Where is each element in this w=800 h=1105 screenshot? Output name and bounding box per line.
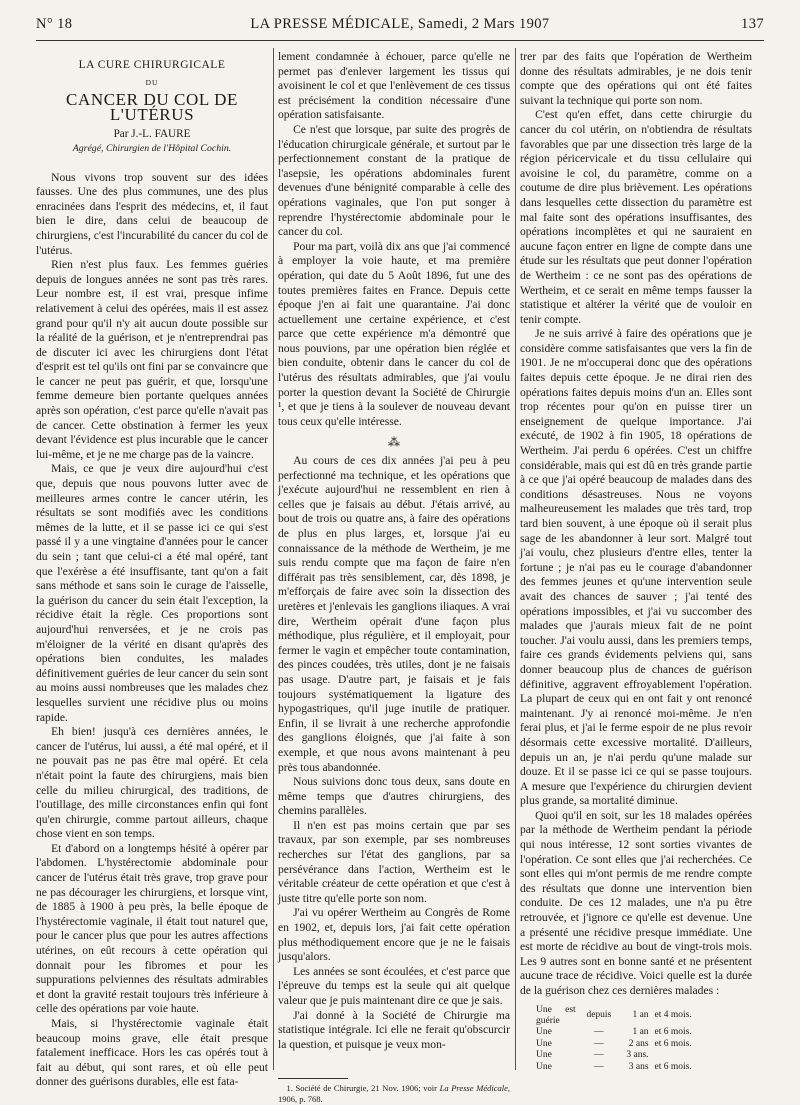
table-cell: et 4 mois. xyxy=(654,1010,692,1021)
table-cell: et 6 mois. xyxy=(654,1061,692,1072)
paragraph: Eh bien! jusqu'à ces dernières années, le cancer de l'utérus, lui aussi, a été mal opéré, et il ne pouvait pas ne pas être mal opéré. Et cela n'était point la faute des chirurgiens, mais bien celle du milieu chirurgical, des traditions, de l'outillage, des mille circonstances enfin qui font qu'en chirurgie, comme partout ailleurs, chaque chose vient en son temps. xyxy=(36,725,268,841)
article-heading xyxy=(36,58,268,157)
paragraph: J'ai donné à la Société de Chirurgie ma statistique intégrale. Ici elle ne ferait qu'obscurcir la question, et puisque je veux mon- xyxy=(278,1008,510,1051)
paragraph: lement condamnée à échouer, parce qu'elle ne permet pas d'enlever largement les tissus qui avoisinent le col et que l'enlèvement de ces tissus est précisément la condition nécessaire d'une opération satisfaisante. xyxy=(278,50,510,122)
table-cell: 1 an xyxy=(632,1010,649,1021)
table-cell: — xyxy=(594,1050,604,1061)
header-rule xyxy=(36,40,764,41)
cure-duration-table xyxy=(520,1005,752,1073)
table-cell: et 6 mois. xyxy=(654,1038,692,1049)
table-cell: 1 an xyxy=(632,1027,649,1038)
paragraph: Mais, ce que je veux dire aujourd'hui c'est que, depuis que nous pouvons lutter avec de meilleures armes contre le cancer utérin, les résultats se sont modifiés avec les conditions mêmes de la lutte, et il se passe ici ce qui s'est passé il y a une vingtaine d'années pour le cancer du sein ; tant que celui-ci a été mal opéré, tant que l'exérèse a été insuffisante, tant qu'on a fait sans méthode et sans soin le curage de l'aisselle, la guérison du cancer du sein était l'exception, la récidive était la règle. Ces proportions sont aujourd'hui renversées, et je ne crois pas m'éloigner de la vérité en disant qu'après des opérations bien conduites, les malades définitivement guéries de leur cancer du sein sont au moins aussi nombreuses que les malades chez lesquelles survient une récidive plus ou moins rapide. xyxy=(36,462,268,724)
paragraph: Et d'abord on a longtemps hésité à opérer par l'abdomen. L'hystérectomie abdominale pour cancer de l'utérus était très grave, trop grave pour ne pas décourager les chirurgiens, et lorsque vint, de 1885 à 1900 à peu près, la belle époque de l'hystérectomie vaginale, il était tout naturel que, pour le cancer plus que pour les autres affections utérines, on eût recours à cette opération qui donnait pour les fibromes et pour les suppurations pelviennes des résultats admirables et dont la gravité restait toujours très inférieure à celle des opérations par voie haute. xyxy=(36,841,268,1016)
table-cell: 3 ans xyxy=(628,1061,649,1072)
article-byline: Par J.-L. FAURE xyxy=(113,128,191,141)
table-cell: Une xyxy=(536,1027,552,1038)
table-cell: Une xyxy=(536,1050,552,1061)
footnote xyxy=(278,1083,510,1105)
column-3 xyxy=(520,50,752,1070)
paragraph: Il n'en est pas moins certain que par ses travaux, par son exemple, par ses nombreuses recherches sur l'état des ganglions, par sa persévérance dans l'action, Wertheim est le véritable créateur de cette opération et que c'est à juste titre qu'elle porte son nom. xyxy=(278,818,510,905)
journal-title: LA PRESSE MÉDICALE, Samedi, 2 Mars 1907 xyxy=(250,16,550,32)
article-title: CANCER DU COL DE L'UTÉRUS xyxy=(66,90,238,124)
section-separator: ⁂ xyxy=(388,435,400,450)
article-affiliation: Agrégé, Chirurgien de l'Hôpital Cochin. xyxy=(72,142,232,154)
paragraph: trer par des faits que l'opération de Wertheim donne des résultats admirables, je ne dois tenir compte que des opérations qui ont été faites suivant la technique qui porte son nom. xyxy=(520,50,752,107)
table-row xyxy=(520,1005,752,1028)
table-cell: et 6 mois. xyxy=(654,1027,692,1038)
paragraph: Mais, si l'hystérectomie vaginale était beaucoup moins grave, elle était presque fatalement inefficace. Hors les cas opérés tout à fait au début, qui sont rares, et où elle peut donner des guérisons durables, elle est fata- xyxy=(36,1017,268,1089)
paragraph: Au cours de ces dix années j'ai peu à peu perfectionné ma technique, et les opérations que j'exécute aujourd'hui ne ressemblent en rien à celles que je faisais au début. J'étais arrivé, au bout de trois ou quatre ans, à faire des opérations de plus en plus larges, et, lorsque j'ai eu connaissance de la méthode de Wertheim, je me suis rendu compte que ma façon de faire n'en différait pas très sensiblement, car, dès 1898, je m'efforçais de faire avec soin la dissection des uretères et j'enlevais les ganglions iliaques. A vrai dire, Wertheim opérait d'une façon plus méthodique, plus régulière, et il employait, pour fermer le vagin et empêcher toute contamination, des pinces coudées, très utiles, dont je ne faisais pas usage. D'autre part, je faisais et je fais toujours systématiquement la ligature des hypogastriques, qu'il juge inutile de pratiquer. Enfin, il se livrait à une recherche approfondie des ganglions éloignés, que j'ai faite à son exemple, et que nous avons maintenant à peu près tous abandonnée. xyxy=(278,454,510,774)
table-cell xyxy=(655,1050,752,1061)
paragraph: Rien n'est plus faux. Les femmes guéries depuis de longues années ne sont pas très rares. Leur nombre est, il est vrai, presque infime relativement à celui des opérées, mais il est assez grand pour qu'il n'y ait aucun doute possible sur la réalité de la guérison, et je n'entreprendrai pas de discuter ici avec les chirurgiens dont l'état d'esprit est tel qu'ils ont fini par se convaincre que le cancer ne peut pas guérir, et que, lorsqu'une femme demeure bien portante quelques années après son opération, c'est parce qu'elle n'avait pas de cancer. Cette obstination à fermer les yeux devant l'évidence est plus incurable que le cancer lui-même, et je ne me charge pas de la vaincre. xyxy=(36,258,268,461)
table-cell: — xyxy=(594,1027,604,1038)
column-divider xyxy=(273,48,274,1070)
table-row xyxy=(520,1050,752,1061)
table-row xyxy=(520,1027,752,1038)
table-cell: depuis xyxy=(586,1010,612,1021)
table-cell: Une est guérie xyxy=(536,1004,576,1026)
table-cell: 3 ans. xyxy=(626,1050,649,1061)
footnote-text: 1. Société de Chirurgie, 21 Nov. 1906; voir xyxy=(286,1083,440,1094)
table-cell: Une xyxy=(536,1061,552,1072)
table-row xyxy=(520,1062,752,1073)
paragraph: Pour ma part, voilà dix ans que j'ai commencé à employer la voie haute, et ma première opération, qui date du 5 Août 1896, fut une des toutes premières faites en France. Depuis cette époque j'en ai fait une quarantaine. J'ai donc actuellement une certaine expérience, et c'est parce que cette expérience m'a démontré que nous pouvions, par une opération bien réglée et bien conduite, obtenir dans le cancer du col de l'utérus des résultats admirables, que j'ai voulu porter la question devant la Société de Chirurgie ¹, et que je tiens à la soulever de nouveau devant tous ceux qu'elle intéresse. xyxy=(278,239,510,428)
paragraph: C'est qu'en effet, dans cette chirurgie du cancer du col utérin, on n'obtiendra de résultats favorables que par une dissection très large de la région péricervicale et du tissu cellulaire qui avoisine le col, du paramètre, comme on a coutume de dire plus brièvement. Les opérations dans lesquelles cette dissection du paramètre est mal faite sont des opérations insuffisantes, des opérations incomplètes et qui ne sauraient en aucune façon entrer en ligne de compte dans une étude sur les résultats que peut donner l'opération de Wertheim : ce ne sont pas des opérations de Wertheim, et ce serait en même temps fausser la statistique et altérer la vérité que de vouloir en tenir compte. xyxy=(520,108,752,326)
paragraph: Ce n'est que lorsque, par suite des progrès de l'éducation chirurgicale générale, et surtout par le perfectionnement constant de la pratique de l'asepsie, les opérations abdominales furent devenues d'une bénignité comparable à celle des opérations vaginales, que l'on put songer à reprendre l'hystérectomie abdominale pour le cancer du col. xyxy=(278,122,510,239)
paragraph: Nous suivions donc tous deux, sans doute en même temps que d'autres chirurgiens, des chemins parallèles. xyxy=(278,775,510,818)
column-divider xyxy=(515,48,516,1070)
footnote-tail: , 1906, p. 768. xyxy=(278,1083,511,1105)
footnote-rule xyxy=(278,1078,348,1079)
page-number: 137 xyxy=(741,16,764,32)
table-cell: 2 ans xyxy=(628,1038,649,1049)
running-header xyxy=(36,16,764,38)
column-1 xyxy=(36,50,268,1089)
paragraph: Les années se sont écoulées, et c'est parce que l'épreuve du temps est la seule qui ait quelque valeur que je puis maintenant dire ce que je sais. xyxy=(278,964,510,1007)
column-2 xyxy=(278,50,511,1105)
paragraph: Je ne suis arrivé à faire des opérations que je considère comme satisfaisantes que vers la fin de 1901. Je ne m'occuperai donc que des opérations faites depuis cette époque. Je ne dirai rien des opérations faites depuis moins d'un an. Elles sont trop récentes pour qu'on en puisse tirer un enseignement de quelque importance. J'ai exécuté, de 1902 à fin 1905, 18 opérations de Wertheim. J'ai perdu 6 opérées. C'est un chiffre considérable, mais qui est dû en très grande partie à ce que j'ai opéré beaucoup de malades dans des conditions désastreuses. Nous ne voyons malheureusement les malades que très tard, trop tard bien souvent, à une époque où il serait plus sage de les abandonner à leur sort. Malgré tout j'ai voulu, chez plusieurs d'entre elles, tenter la fortune ; je n'ai pas eu le courage d'abandonner des femmes jeunes et qu'une intervention seule avait des chances de sauver ; j'ai tenté des opérations impossibles, et j'ai vu succomber des malades que j'aurais mieux fait de ne point toucher. J'ai voulu aussi, dans les premiers temps, faire ces grands évidements pelviens qui, sans donner beaucoup plus de chances de guérison définitive, aggravent effroyablement l'opération. La plupart de ceux qui en ont fait y ont renoncé maintenant. J'y ai renoncé moi-même. Je n'en ferai plus, et j'ai le ferme espoir de ne plus revoir désormais cette excessive mortalité. D'ailleurs, depuis un an, je n'ai perdu qu'une malade sur douze. Et il se passe ici ce qui se passe toujours. A mesure que l'expérience du chirurgien devient plus grande, sa mortalité diminue. xyxy=(520,327,752,808)
footnote-journal: La Presse Médicale xyxy=(439,1083,508,1094)
paragraph: Nous vivons trop souvent sur des idées fausses. Une des plus communes, une des plus enracinées dans l'esprit des médecins, et, il faut bien le dire, dans celui de beaucoup de chirurgiens, c'est l'incurabilité du cancer du col de l'utérus. xyxy=(36,170,268,257)
table-cell: — xyxy=(594,1061,604,1072)
article-kicker: LA CURE CHIRURGICALE xyxy=(78,59,226,71)
issue-number: N° 18 xyxy=(36,16,73,32)
paragraph: Quoi qu'il en soit, sur les 18 malades opérées par la méthode de Wertheim pendant la période qui nous intéresse, 12 sont sorties vivantes de l'opération. Ce sont elles que j'ai recherchées. Ce sont elles qui m'ont permis de me rendre compte des résultats que donne une intervention bien conduite. De ces 12 malades, une n'a pu être retrouvée, et j'ignore ce qu'elle est devenue. Une a présenté une récidive presque immédiate. Une est morte de récidive au bout de vingt-trois mois. Les 9 autres sont en bonne santé et ne présentent aucune trace de récidive. Voici quelle est la durée de la guérison chez ces dernières malades : xyxy=(520,808,752,997)
table-cell: — xyxy=(594,1038,604,1049)
article-du: DU xyxy=(145,77,159,87)
paragraph: J'ai vu opérer Wertheim au Congrès de Rome en 1902, et, depuis lors, j'ai fait cette opération plus méthodiquement encore que je ne le faisais jusqu'alors. xyxy=(278,906,510,964)
table-row xyxy=(520,1039,752,1050)
table-cell: Une xyxy=(536,1038,552,1049)
